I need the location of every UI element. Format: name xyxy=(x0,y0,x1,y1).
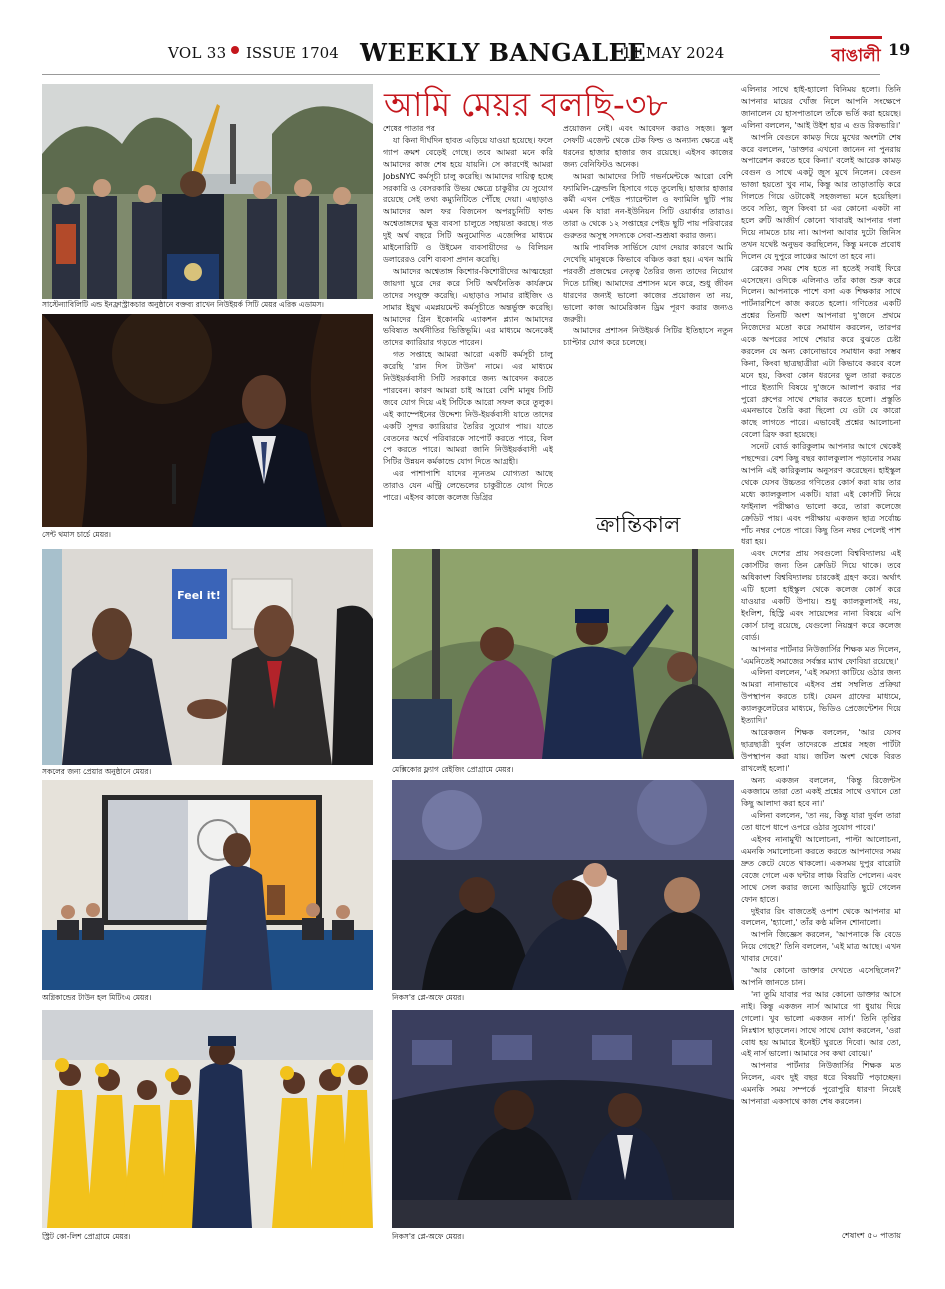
section-paragraph: আপনি বেগুনে কামড় দিয়ে মুখের অংশটা শেষ করে বললেন, 'ডাক্তার এখনো জানেন না পুনরায় অপারেশন করতে হবে কিনা।' বলেই আরেক কামড় বেগুন ও সাথে একটু জুস মুখে নিলেন। বেগুন ভাজা হয়তো খুব নাম, কিন্তু আর তাড়াতাড়ি করে গিলতে গিয়ে ওটাকেই সহজলভ্য মনে হয়েছিল। তবে সত্যি, জুস কিংবা চা এর কোনো একটা না হলে রুটি আজীর্ণ কোনো খাবারই আপনার গলা দিয়ে নামতে চায় না। আপনা আবার দুটো জিনিস তখন যথেষ্ট অনুভব করছিলেন, কিন্তু মনকে প্রবোধ দিলেন যে দুপুরে লাঞ্চের আগে তা হবে না। xyxy=(741,132,901,261)
photo-knicks-crowd xyxy=(392,780,734,990)
article-paragraph: আমি পাবলিক সার্ভিসে যোগ দেয়ার কারণে আমি দেখেছি মানুষকে কিভাবে বঞ্চিত করা হয়। এখন আমি পরবর্তী প্রজন্মের নেতৃত্ব তৈরির জন্য তাদের নিয়োগ দিতে চাচ্ছি। আমাদের প্রশাসন মনে করে, শুধু জীবন ধারণের জন্যই ভালো কাজের প্রয়োজন তা নয়, ভালো কাজ আমেরিকান ড্রিম পূরণ করার জন্যও জরুরী। xyxy=(563,243,733,324)
page-number: 19 xyxy=(888,40,911,59)
page-header xyxy=(0,0,945,70)
section-paragraph: সনেট বোর্ড কারিকুলাম আপনার আগে থেকেই পছন্দের। বেশ কিছু বছর ক্যালকুলাস পড়ানোর সময় আপনি এই কারিকুলাম অনুসরণ করেছেন। হাইস্কুল থেকে যেসব উচ্চতর গণিতের কোর্স করা যায় তার মধ্যে ক্যালকুলাস একটি। যারা এই কোর্সটি নিয়ে ফাইনাল পরীক্ষাও ভালো করে, তারা কলেজে ক্রেডিট পায়। এবং পরীক্ষায় একজন ছাত্র সর্বোচ্চ পাঁচ নম্বর পেতে পারে। কিছু তিন নম্বর পেলেই পাশ ধরা হয়। xyxy=(741,442,901,547)
section-paragraph: আপনার পার্টনার নিউজার্সির শিক্ষক মত দিলেন, 'এমনিতেই সমাজের সর্বস্তর ম্যাথ ফোবিয়া রয়েছে।' xyxy=(741,644,901,666)
section-paragraph: দুইবার রিং বাজতেই ওপাশ থেকে আপনার মা বললেন, 'হ্যালো,' তাঁর কণ্ঠ মলিন শোনালো। xyxy=(741,906,901,928)
article-headline: আমি মেয়র বলছি-৩৮ xyxy=(384,85,668,124)
section-paragraph: আপনি জিজ্ঞেস করলেন, 'আপনাকে কি বেডে নিয়ে গেছে?' তিনি বললেন, 'এই মাত্র আছে। এখন খাবার দেবে।' xyxy=(741,930,901,964)
photo-caption: সাস্টেন্যাবিলিটি এন্ড ইনফ্রাস্ট্রাকচার অনুষ্ঠানে বক্তব্য রাখেন নিউইয়র্ক সিটি মেয়র এরিক এডামস। xyxy=(42,300,324,309)
section-column-right xyxy=(741,84,901,1240)
section-paragraph: 'আর কোনো ডাক্তার দেখতে এসেছিলেন?' আপনি জানতে চান। xyxy=(741,966,901,987)
photo-town-hall xyxy=(42,780,373,990)
article-paragraph: আমাদের প্রশাসন নিউইয়র্ক সিটির ইতিহাসে নতুন চ্যাপ্টার যোগ করে চলেছে। xyxy=(563,326,733,348)
photo-press-conference xyxy=(42,84,373,299)
section-paragraph: অন্য একজন বললেন, 'কিন্তু রিজেন্টস একজামে তারা তো একই প্রশ্নের সাথে ওখানে তো কিছু আলাদা করা হবে না।' xyxy=(741,775,901,809)
article-paragraph: এর পাশাপাশি যাদের ন্যূনতম যোগ্যতা আছে তারাও যেন এন্ট্রি লেভেলের চাকুরীতে যোগ দিতে পারে। এইসব কাজে কলেজ ডিগ্রির xyxy=(383,469,553,503)
photo-caption: সকলের জন্য প্রেয়ার অনুষ্ঠানে মেয়র। xyxy=(42,767,152,776)
continued-from: শেষের পাতার পর xyxy=(383,124,435,133)
volume-label: VOL 33 xyxy=(168,44,227,62)
article-column-2 xyxy=(563,123,733,508)
photo-flag-raising xyxy=(392,549,734,759)
logo-text: বাঙালী xyxy=(831,46,881,66)
issue-date: 11 MAY 2024 xyxy=(622,44,725,62)
photo-caption: স্ট্রিট কো-লিশ প্রোগ্রামে মেয়র। xyxy=(42,1232,131,1241)
sign-text: Feel it! xyxy=(177,589,221,602)
photo-caption: নিকস'র প্লে-অফে মেয়র। xyxy=(392,1232,465,1241)
section-paragraph: 'না তুমি যাবার পর আর কোনো ডাক্তার আসে নাই। কিন্তু একজন নার্স আমারে গা ধুয়ায় দিয়ে গেলো। খুব ভালো একজন নার্স।' তিনি তৃপ্তির নিঃশ্বাস ছাড়লেন। সাথে সাথে যোগ করলেন, 'ওরা বোধ হয় আমারে ইনেইট ঘুরতে দিবো। আর তো, এই নার্স ভালো। আমারে সব কথা বোঝে।' xyxy=(741,989,901,1059)
article-paragraph: আমাদের অশ্বেতাঙ্গ কিশোর-কিশোরীদের আত্মহেরা জায়গা ঘুরে দের করে সিটি অর্থনৈতিক কার্যক্রমে তাদের সংযুক্ত করেছি। এছাড়াও সামার রাইজিং ও সামার ইয়ুথ এমপ্লয়মেন্ট কর্মসূচীতে অন্তর্ভুক্ত করেছি। আমাদের গ্রিন ইকোনমি এ্যাকশন প্ল্যান আমাদের ভবিষ্যত অর্থনীতির ভিত্তিভূমি। এর মাধ্যমে অনেকেই তাদের ক্যারিয়ার গড়তে পারেন। xyxy=(383,266,553,348)
section-paragraph: এইসব নানামুখী আলোচনা, পাল্টা আলোচনা, এমনকি সমালোচনা করতে করতে আপনাদের সময় দ্রুত কেটে যেতে থাকলো। একসময় দুপুর বারোটা বেজে গেলে এক ঘন্টার লাঞ্চ বিরতি পেলেন। এবং সাথে সেল করার জন্যে আড়িয়াড়ি ছুটে গেলেন ফোন হাতে। xyxy=(741,835,901,904)
section-paragraph: এলিনা বললেন, 'এই সমস্যা কাটিয়ে ওঠার জন্য আমরা নানাভাবে এইসব প্রশ্ন সম্বলিত প্রক্রিয়া উপস্থাপন করতে চাই। যেমন গ্রাফের মাধ্যমে, ক্যালকুলেটরের মাধ্যমে, ভিডিও প্রেজেন্টেশন দিয়ে ইত্যাদি।' xyxy=(741,668,901,726)
photo-handshake xyxy=(42,549,373,765)
section-paragraph: ব্রেকের সময় শেষ হতে না হতেই সবাই ফিরে এসেছেন। ওদিকে এলিনাও তাঁর কাজ শুরু করে দিলেন। আপনাকে পাশে বসা এক শিক্ষকার সাথে পার্টনারশিপে কাজ করতে হলো। গণিতের একটি প্রশ্নের তিনটি অংশ আপনারা দু'জনে প্রথমে নিজেদের মতো করে সমাধান করলেন, তারপর একে অপরের সাথে শেয়ার করে বুঝতে চেষ্টা করলেন যে অন্য কোনোভাবে সমাধান করা সম্ভব কিনা, কিংবা ছাত্রছাত্রীরা এটা কিভাবে করবে বলে মনে হয়, কিংবা কোন ধরনের ভুল তারা করতে পারে ইত্যাদি বিষয়ে দু'জনে আলাপ করার পর পুরো গ্রুপের সাথে শেয়ার করতে হলো। প্রস্তুতি এমনভাবে তৈরি করা ছিলো যে ওটা যে কারো কাছে লাগতে পারে। এভাবেই প্রশ্নের আলোচনা বেলো ব্রিফ করা হয়েছে। xyxy=(741,263,901,440)
photo-caption: নিকস'র প্লে-অফে মেয়র। xyxy=(392,993,465,1002)
article-paragraph: গত সপ্তাহে আমরা আরো একটি কর্মসূচী চালু করেছি 'রান দিস টাউন' নামে। এর মাধ্যমে নিউইয়র্কবাসী সিটি সরকারে জন্য আবেদন করতে পারবেন। কারণ আমরা চাই আরো বেশি মানুষ সিটি জবে যোগ দিয়ে এই সিটিকে আরো সফল করে তুলুক। এই ক্যাম্পেইনের উদ্দেশ্য নিউ-ইয়র্কবাসী যাতে তাদের একটি সুন্দর ক্যারিয়ার তৈরির সুযোগ পায়। যাতে বেতনের অর্থে পরিবারকে সাপোর্ট করতে পারে, বিল পে করতে পারে। আমরা জানি নিউইয়র্কবাসী এই সিটির উন্নয়ন কর্মকান্ডে যোগ দিতে আগ্রহী। xyxy=(383,350,553,467)
section-paragraph: এবং দেশের প্রায় সবগুলো বিশ্ববিদ্যালয় এই কোর্সটির জন্য তিন ক্রেডিট দিয়ে থাকে। তবে অধিকাংশ বিশ্ববিদ্যালয় চারকেই গ্রহণ করে। অর্থাৎ এটি হলো হাইস্কুল থেকে কলেজ কোর্স করে যাওয়ার একটি উপায়। শুধু ক্যালকুলাসই নয়, ইংলিশ, হিস্ট্রি এবং সায়েন্সের নানা বিষয়ে এপি কোর্স চালু রয়েছে, যেগুলো নিয়ন্ত্রণ করে কলেজ বোর্ড। xyxy=(741,549,901,642)
article-paragraph: আমরা আমাদের সিটি গভর্নমেন্টকে আরো বেশি ফ্যামিলি-ফ্রেন্ডলি হিসাবে গড়ে তুলেছি। হাজার হাজার কর্মী এখন পেইড প্যারেন্টাল ও ফ্যামিলি ছুটি পায় এমন কি যারা নন-ইউনিয়ন সিটি ওয়ার্কার তারাও। তারা ৬ থেকে ১২ সপ্তাহের পেইড ছুটি পায় পরিবারের গুরুতর অসুস্থ সদস্যকে সেবা-শুশ্রূষা করার জন্য। xyxy=(563,171,733,241)
paper-logo xyxy=(830,36,882,68)
photo-caption: অগ্নিকান্ডের টাউন হল মিটিংএ মেয়র। xyxy=(42,993,152,1002)
section-paragraph: এলিনা বললেন, 'তা নয়, কিন্তু যারা দুর্বল তারা তো ধাপে ধাপে ওপরে ওঠার সুযোগ পাবে।' xyxy=(741,811,901,833)
photo-knicks-court xyxy=(392,1010,734,1228)
section-paragraph: এলিনার সাথে হাই-হ্যালো বিনিময় হলো। তিনি আপনার মায়ের খোঁজ নিলে আপনি সংক্ষেপে জানালেন যে হাসপাতালে তাঁকে ভর্তি করা হয়েছে। এলিনা বললেন, 'আই উইশ হার এ গুড রিকভারি।' xyxy=(741,85,901,130)
photo-caption: সেন্ট থমাস চার্চে মেয়র। xyxy=(42,530,111,539)
article-column-1 xyxy=(383,123,553,548)
section-paragraph: আপনার পার্টনার নিউজার্সির শিক্ষক মত নিলেন, এবং দুই বছর ধরে বিষয়টি পড়াচ্ছেন। এমনকি সময় সম্পর্কে পুরোপুরি ধারণা নিয়েই আপনারা একসাথে কাজ শেষ করলেন। xyxy=(741,1061,901,1107)
paper-name: WEEKLY BANGALEE xyxy=(360,38,647,67)
article-paragraph: যা কিনা দীর্ঘদিন হাবত এড়িয়ে যাওয়া হয়েছে। ফলে গ্যাপ ক্রমশ বেড়েই গেছে। তবে আমরা মনে করি আমাদের কাজ শেষ হয়ে যায়নি। সে কারণেই আমরা JobsNYC কর্মসূচী চালু করেছি। আমাদের দায়িত্ব হচ্ছে সরকারি ও বেসরকারি উভয় ক্ষেত্রে চাকুরীর যে সুযোগ রয়েছে সেই তথ্য কম্যুনিটিতে পৌঁছে দেয়া। এছাড়াও আমাদের অল ফর বিজনেস অপরচুনিটি ফান্ড অশ্বেতাঙ্গদের ক্ষুদ্র ব্যবসা চালুতে সহায়তা করছে। গত দুই অর্থ বছরে সিটি অনুমোদিত এজেন্সির মাধ্যমে মাইনোরিটি ও উইমেন ব্যবসায়ীদের ৬ বিলিয়ন ডলারেরও বেশি ব্যবসা প্রদান করেছি। xyxy=(383,135,553,264)
issue-label: ISSUE 1704 xyxy=(246,44,339,62)
section-headline: ক্রান্তিকাল xyxy=(596,513,681,538)
separator-dot-icon xyxy=(231,46,239,54)
article-paragraph: প্রয়োজন নেই। এবং আবেদন করাও সহজ। স্কুল সেফটি এজেন্ট থেকে টেক ফিল্ড ও অন্যান্য ক্ষেত্রে এই ধরনের হাজার হাজার জব রয়েছে। এইসব কাজের জন্য বেনিফিটও অনেক। xyxy=(563,124,733,169)
photo-dance-troupe xyxy=(42,1010,373,1228)
continued-on: শেষাংশ ৫০ পাতায় xyxy=(841,1231,901,1240)
photo-caption: মেক্সিকোর ফ্ল্যাগ রেইজিং প্রোগ্রামে মেয়র। xyxy=(392,765,514,774)
section-paragraph: আরেকজন শিক্ষক বললেন, 'আর যেসব ছাত্রছাত্রী দুর্বল তাদেরকে প্রশ্নের সহজ পার্টটা উপস্থাপন করা যায়। জটিল অংশ থেকে বিরত রাখলেই হলো।' xyxy=(741,727,901,773)
photo-church-speech xyxy=(42,314,373,527)
header-rule xyxy=(42,74,880,75)
